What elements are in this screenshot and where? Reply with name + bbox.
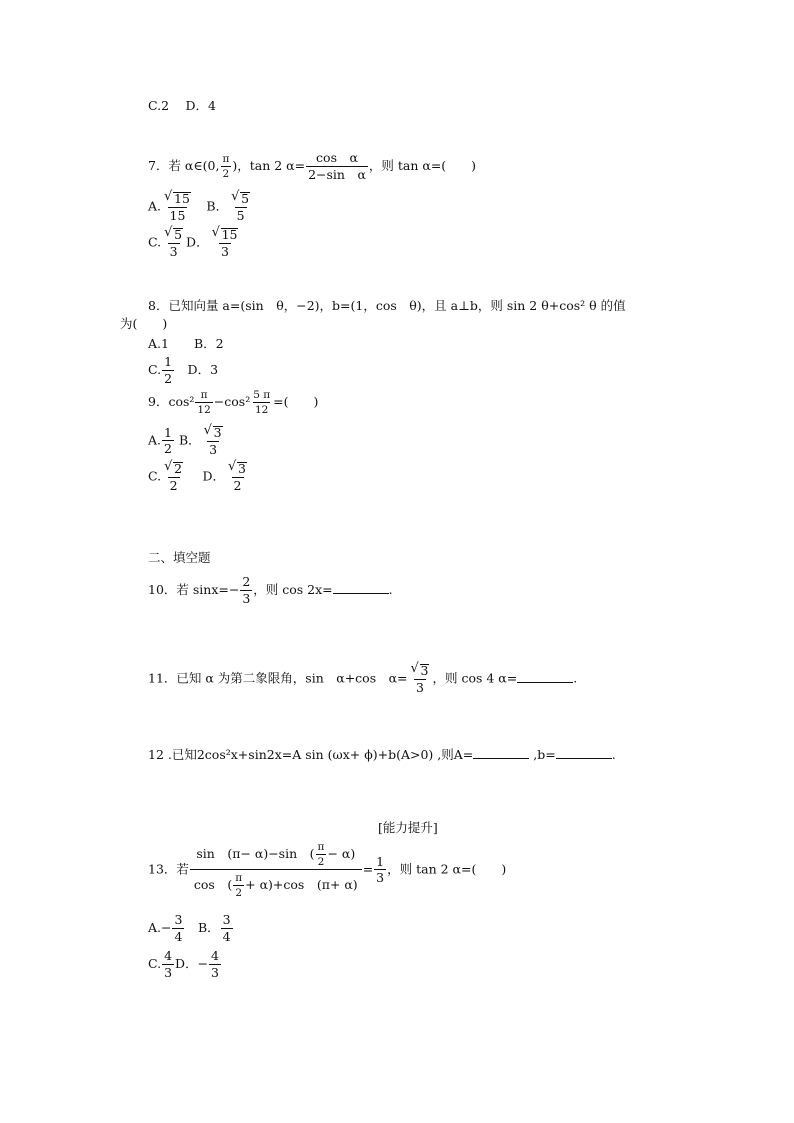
q8-line-1: 8．已知向量 a=(sin θ，−2)，b=(1，cos θ)，且 a⊥b，则 sin 2 θ+cos² θ 的值 bbox=[148, 298, 626, 313]
q7-range-open: (0, bbox=[202, 158, 220, 173]
q10-lead: 10．若 sinx=− bbox=[148, 582, 240, 597]
question-13 bbox=[148, 842, 506, 898]
q7-lead: 7．若 α∈ bbox=[148, 158, 203, 173]
q7-option-d: √ 15 3 bbox=[211, 225, 238, 259]
q7-options-cd bbox=[148, 225, 241, 259]
q9-tail: =( ) bbox=[273, 394, 319, 409]
q13-option-d-label: D．− bbox=[175, 956, 209, 971]
q9-option-b-label: B． bbox=[174, 432, 201, 448]
q8-option-d: D．3 bbox=[175, 362, 219, 377]
q12-end: . bbox=[611, 747, 616, 762]
q9-option-a-label: A. bbox=[148, 432, 162, 448]
q13-options-cd bbox=[148, 950, 222, 979]
q13-option-c: $\frac{4}{3}$ bbox=[164, 948, 173, 980]
q7-option-c: √ 5 3 bbox=[164, 225, 183, 259]
q8-option-c: $\frac{1}{2}$ bbox=[164, 354, 173, 386]
q8-options-ab: A.1 B．2 bbox=[148, 336, 224, 351]
section-advanced-heading: [能力提升] bbox=[378, 820, 438, 835]
q13-option-a-label: A.− bbox=[148, 920, 172, 935]
section-fill-in-heading: 二、填空题 bbox=[148, 550, 211, 565]
q12-lead: 12 .已知2cos²x+sin2x=A sin (ωx+ ϕ)+b(A>0) ,则A= bbox=[148, 747, 474, 762]
q7-range-fraction: $\frac{\pi}{2}$ bbox=[222, 153, 230, 180]
q10-tail: ，则 cos 2x= bbox=[253, 582, 333, 597]
q12-answer-blank-b[interactable] bbox=[556, 746, 612, 759]
question-12 bbox=[148, 746, 616, 763]
q8-line-2: 为( ) bbox=[120, 316, 168, 331]
question-10 bbox=[148, 576, 393, 605]
q9-option-a: $\frac{1}{2}$ bbox=[164, 424, 172, 456]
q7-options-ab bbox=[148, 189, 253, 223]
q13-tail: ，则 tan 2 α=( ) bbox=[387, 861, 507, 877]
q11-tail: ，则 cos 4 α= bbox=[432, 670, 518, 686]
q11-end: . bbox=[573, 670, 578, 686]
q7-fraction: $\frac{\text{cos α}}{\text{2−sin α}}$ bbox=[308, 150, 366, 182]
q12-answer-blank-a[interactable] bbox=[473, 746, 529, 759]
q11-fraction: √ 3 3 bbox=[410, 661, 429, 695]
q8-options-cd bbox=[148, 356, 218, 385]
q13-option-d: $\frac{4}{3}$ bbox=[211, 948, 219, 980]
q13-options-ab bbox=[148, 914, 234, 943]
q11-lead: 11．已知 α 为第二象限角，sin α+cos α= bbox=[148, 670, 408, 686]
q13-big-fraction: sin (π− α)−sin ( $\frac{\pi}{2}$ − α) cos ( $\frac{\pi}{2}$ + α)+cos (π+ α) bbox=[190, 842, 362, 898]
q8-option-c-label: C. bbox=[148, 362, 162, 377]
q11-answer-blank[interactable] bbox=[517, 670, 573, 683]
q9-option-c: √ 2 2 bbox=[164, 459, 183, 493]
q9-option-d: √ 3 2 bbox=[228, 459, 246, 493]
q7-option-a-label: A. bbox=[148, 198, 162, 214]
q9-fraction-1: $\frac{\pi}{12}$ bbox=[197, 389, 211, 416]
q7-option-b-label: B． bbox=[193, 198, 229, 214]
q9-option-b: √ 3 3 bbox=[203, 423, 222, 457]
q7-tail: ，则 tan α=( ) bbox=[368, 158, 477, 173]
question-11 bbox=[148, 661, 578, 695]
q13-lead: 13．若 bbox=[148, 861, 189, 877]
q6-options-cd: C.2 D．4 bbox=[148, 98, 216, 113]
q7-option-a: √ 15 15 bbox=[164, 189, 190, 223]
q10-fraction: $\frac{2}{3}$ bbox=[242, 574, 251, 606]
q13-option-b-label: B． bbox=[185, 920, 220, 935]
q9-option-c-label: C. bbox=[148, 468, 162, 484]
q9-options-ab bbox=[148, 423, 226, 457]
q7-range-close: ) bbox=[232, 158, 238, 173]
q7-option-d-label: D． bbox=[186, 234, 209, 250]
q9-option-d-label: D． bbox=[186, 468, 226, 484]
q12-mid: ,b= bbox=[529, 747, 556, 762]
q10-answer-blank[interactable] bbox=[333, 581, 389, 594]
question-9 bbox=[148, 390, 318, 415]
q10-end: . bbox=[388, 582, 393, 597]
q7-option-c-label: C. bbox=[148, 234, 162, 250]
q9-lead: 9．cos² bbox=[148, 394, 195, 409]
q13-option-b: $\frac{3}{4}$ bbox=[222, 912, 231, 944]
q7-mid: ，tan 2 α= bbox=[237, 158, 306, 173]
q7-option-b: √ 5 5 bbox=[231, 189, 250, 223]
q9-mid: −cos² bbox=[213, 394, 251, 409]
q13-option-a: $\frac{3}{4}$ bbox=[174, 912, 183, 944]
q13-ratio: $\frac{1}{3}$ bbox=[376, 853, 385, 885]
q13-equals: = bbox=[362, 861, 374, 877]
q13-option-c-label: C. bbox=[148, 956, 162, 971]
q9-options-cd bbox=[148, 459, 250, 493]
q9-fraction-2: $\frac{5 \pi}{12}$ bbox=[253, 389, 271, 416]
question-7 bbox=[148, 152, 476, 181]
